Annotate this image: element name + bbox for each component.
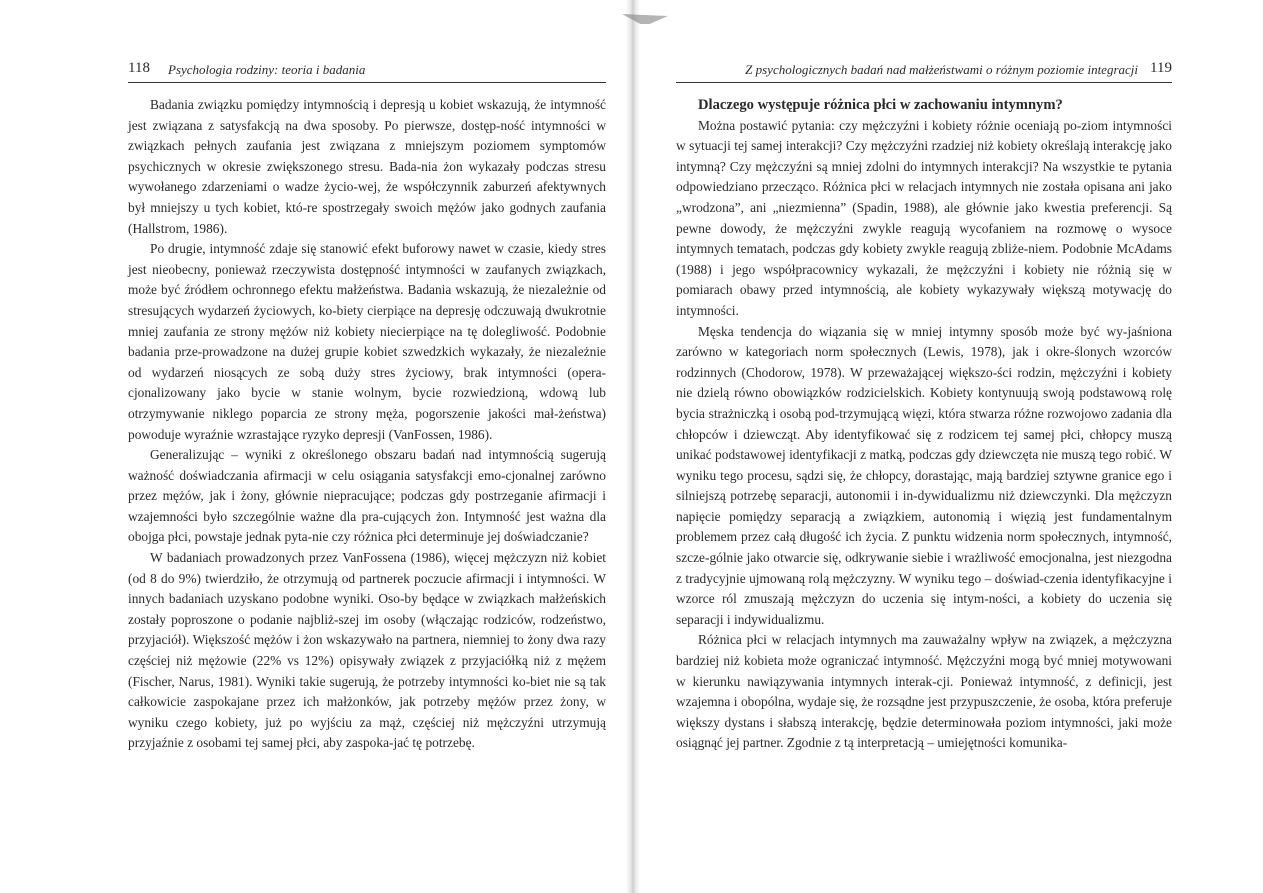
paragraph: Różnica płci w relacjach intymnych ma zauważalny wpływ na związek, a mężczyzna bardziej niż kobieta może ograniczać intymność. Mężczyźni mogą być mniej motywowani w kierunku nawiązywania intymnych interak-cji. Ponieważ intymność, z definicji, jest wzajemna i obopólna, wydaje się, że rozsądne jest przypuszczenie, że osoba, która preferuje większy dystans i słabszą interakcję, będzie determinowała poziom intymności, jaki może osiągnąć jej partner. Zgodnie z tą interpretacją – umiejętności komunika- — [676, 632, 1172, 751]
paragraph: W badaniach prowadzonych przez VanFossena (1986), więcej mężczyzn niż kobiet (od 8 do 9%) twierdziło, że otrzymują od partnerek poczucie afirmacji i intymności. W innych badaniach uzyskano podobne wyniki. Oso-by będące w związkach małżeńskich zostały poproszone o podanie najbliż-szej im osoby (włączając rodziców, rodzeństwo, przyjaciół). Większość mężów i żon wskazywało na partnera, niemniej to żony dwa razy częściej niż mężowie (22% vs 12%) opisywały związek z przyjaciółką niż z mężem (Fischer, Narus, 1981). Wyniki takie sugerują, że potrzeby intymności ko-biet nie są tak całkowicie zaspokajane przez ich małżonków, jak potrzeby mężów przez żony, w wyniku czego kobiety, już po wyjściu za mąż, częściej niż mężczyźni utrzymują przyjaźnie z osobami tej samej płci, aby zaspoka-jać tę potrzebę. — [128, 550, 606, 751]
paragraph: Po drugie, intymność zdaje się stanowić efekt buforowy nawet w czasie, kiedy stres jest nieobecny, ponieważ rzeczywista dostępność intymności w zaufanych związkach, może być źródłem ochronnego efektu małżeństwa. Badania wskazują, że niezależnie od stresujących wydarzeń życiowych, ko-biety cierpiące na depresję odczuwają dwukrotnie mniej zaufania ze strony mężów niż kobiety niecierpiące na tę dolegliwość. Podobnie badania prze-prowadzone na dużej grupie kobiet szwedzkich wykazały, że niezależnie od wydarzeń niosących ze sobą duży stres życiowy, brak intymności (opera-cjonalizowany jako bycie w stanie wolnym, bycie rozwiedzioną, wdową lub otrzymywanie niklego poparcia ze strony męża, pogorszenie jakości mał-żeństwa) powoduje wyraźnie wzrastające ryzyko depresji (VanFossen, 1986). — [128, 241, 606, 442]
paragraph: Badania związku pomiędzy intymnością i depresją u kobiet wskazują, że intymność jest związana z satysfakcją na dwa sposoby. Po pierwsze, dostęp-ność intymności w związkach pełnych zaufania jest związana z mniejszym poziomem symptomów psychicznych w okresie zwiększonego stresu. Bada-nia żon wykazały podczas stresu wywołanego zdarzeniami o wadze życio-wej, że współczynnik zaburzeń afektywnych był mniejszy u tych kobiet, któ-re spostrzegały swoich mężów jako godnych zaufania (Hallstrom, 1986). — [128, 97, 606, 236]
right-running-title: Z psychologicznych badań nad małżeństwami o różnym poziomie integracji — [745, 62, 1138, 77]
right-page-number: 119 — [1150, 60, 1172, 76]
section-heading: Dlaczego występuje różnica płci w zachowaniu intymnym? — [698, 97, 1063, 113]
left-running-head — [128, 60, 606, 83]
book-gutter — [626, 0, 640, 893]
paragraph: Męska tendencja do wiązania się w mniej intymny sposób może być wy-jaśniona zarówno w kategoriach norm społecznych (Lewis, 1978), jak i okre-ślonych wzorców rodzinnych (Chodorow, 1978). W przeważającej większo-ści rodzin, mężczyźni i kobiety nie dzielą równo obowiązków rodzicielskich. Kobiety kontynuują swoją podstawową rolę bycia strażniczką i osobą pod-trzymującą więzi, która stwarza różne rozwojowo zadania dla chłopców i dziewcząt. Aby identyfikować się z rodzicem tej samej płci, chłopcy muszą unikać podstawowej identyfikacji z matką, podczas gdy dziewczęta nie muszą tego robić. W wyniku tego procesu, sądzi się, że chłopcy, dorastając, mają bardziej sztywne granice ego i silniejszą potrzebę separacji, autonomii i in-dywidualizmu niż dziewczynki. Dla mężczyzn napięcie pomiędzy separacją a związkiem, autonomią i więzią jest fundamentalnym problemem przez całą długość ich życia. Z punktu widzenia norm społecznych, intymność, szcze-gólnie jako otwarcie się, odkrywanie siebie i wrażliwość emocjonalna, jest niezgodna z tradycyjnie ujmowaną rolą mężczyzny. W wyniku tego – doświad-czenia identyfikacyjne i wzorce ról zmuszają mężczyzn do uczenia się intym-ności, a kobiety do uczenia się separacji i indywidualizmu. — [676, 323, 1172, 627]
left-running-title: Psychologia rodziny: teoria i badania — [168, 62, 366, 77]
right-running-head — [676, 60, 1172, 83]
paragraph: Generalizując – wyniki z określonego obszaru badań nad intymnością sugerują ważność doświadczania afirmacji w celu osiągania satysfakcji emo-cjonalnej zarówno przez mężów, jak i żony, głównie niepracujące; podczas gdy postrzeganie afirmacji i wzajemności było szczególnie ważne dla pra-cujących żon. Intymność jest ważna dla obojga płci, powstaje jednak pyta-nie czy różnica płci determinuje jej doświadczanie? — [128, 447, 606, 545]
right-page-body — [676, 95, 1172, 754]
left-page — [128, 60, 606, 754]
paragraph: Można postawić pytania: czy mężczyźni i kobiety różnie oceniają po-ziom intymności w sytuacji tej samej interakcji? Czy mężczyźni rzadziej niż kobiety określają interakcję jako intymną? Czy mężczyźni są mniej zdolni do intymnych interakcji? Na wszystkie te pytania odpowiedziano przecząco. Różnica płci w relacjach intymnych nie została opisana ani jako „wrodzona”, ani „niezmienna” (Spadin, 1988), ale głównie jako kwestia preferencji. Są pewne dowody, że mężczyźni zwykle reagują wycofaniem na rozmowę o wysoce intymnych tematach, podczas gdy kobiety zwykle reagują zbliże-niem. Podobnie McAdams (1988) i jego współpracownicy wykazali, że mężczyźni i kobiety nie różnią się w pomiarach obawy przed intymnością, ale kobiety wykazywały większą motywację do intymności. — [676, 117, 1172, 318]
right-page — [676, 60, 1172, 754]
left-page-number: 118 — [128, 60, 150, 76]
left-page-body — [128, 95, 606, 754]
